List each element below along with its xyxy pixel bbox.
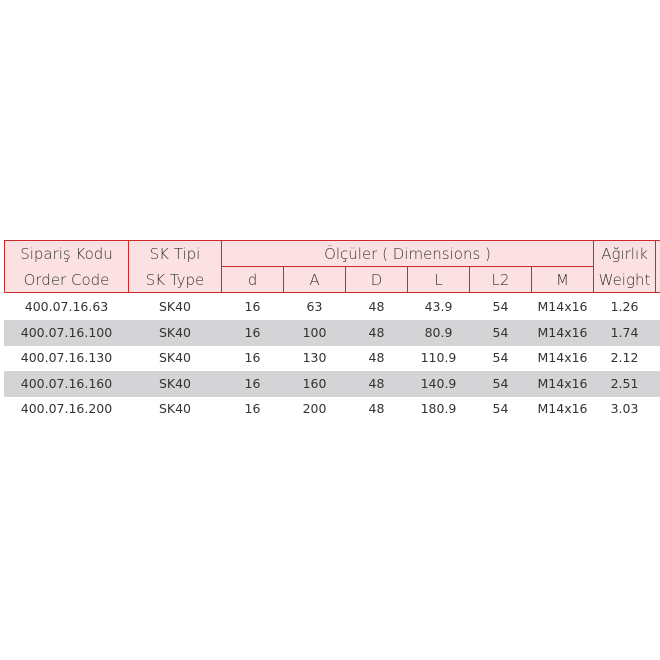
header-order-code-en: Order Code [23, 270, 110, 289]
header-dim-d-upper [345, 266, 408, 293]
cell-order-code: 400.07.16.200 [20, 401, 113, 416]
table-row [4, 371, 660, 397]
cell-l: 110.9 [420, 350, 457, 365]
header-sk-type-tr: SK Tipi [149, 244, 201, 263]
header-dim-l-label: L [434, 270, 443, 289]
cell-l2: 54 [492, 376, 509, 391]
cell-weight: 1.74 [610, 325, 639, 340]
header-dim-d-upper-label: D [370, 270, 383, 289]
cell-d: 16 [244, 299, 261, 314]
cell-l2: 54 [492, 350, 509, 365]
header-edge-cell [655, 240, 660, 293]
cell-d-upper: 48 [368, 376, 385, 391]
header-dim-m-label: M [556, 270, 569, 289]
cell-a: 100 [302, 325, 327, 340]
cell-d: 16 [244, 325, 261, 340]
header-sk-type [128, 240, 222, 293]
cell-weight: 3.03 [610, 401, 639, 416]
cell-d: 16 [244, 376, 261, 391]
header-dim-a-label: A [309, 270, 320, 289]
table-header [4, 240, 660, 293]
cell-d-upper: 48 [368, 350, 385, 365]
header-dim-d-label: d [247, 270, 258, 289]
cell-l2: 54 [492, 325, 509, 340]
cell-order-code: 400.07.16.100 [20, 325, 113, 340]
cell-l2: 54 [492, 299, 509, 314]
cell-a: 130 [302, 350, 327, 365]
cell-d-upper: 48 [368, 401, 385, 416]
cell-d-upper: 48 [368, 299, 385, 314]
cell-sk-type: SK40 [158, 350, 192, 365]
cell-weight: 2.51 [610, 376, 639, 391]
header-dim-l2 [469, 266, 532, 293]
header-weight [593, 240, 656, 293]
header-sk-type-en: SK Type [145, 270, 205, 289]
cell-m: M14x16 [537, 299, 588, 314]
cell-l: 140.9 [420, 376, 457, 391]
cell-sk-type: SK40 [158, 299, 192, 314]
table-row [4, 345, 660, 371]
cell-order-code: 400.07.16.63 [24, 299, 109, 314]
header-weight-en: Weight [598, 270, 651, 289]
cell-weight: 1.26 [610, 299, 639, 314]
cell-sk-type: SK40 [158, 376, 192, 391]
header-dimensions [221, 240, 594, 267]
cell-m: M14x16 [537, 401, 588, 416]
header-weight-tr: Ağırlık [601, 244, 648, 263]
cell-a: 63 [306, 299, 323, 314]
header-dim-l2-label: L2 [491, 270, 510, 289]
cell-a: 160 [302, 376, 327, 391]
table-row [4, 294, 660, 320]
cell-d-upper: 48 [368, 325, 385, 340]
cell-m: M14x16 [537, 376, 588, 391]
cell-d: 16 [244, 401, 261, 416]
header-dimensions-label: Ölçüler ( Dimensions ) [324, 244, 491, 263]
cell-m: M14x16 [537, 325, 588, 340]
cell-sk-type: SK40 [158, 401, 192, 416]
cell-l: 80.9 [424, 325, 453, 340]
cell-m: M14x16 [537, 350, 588, 365]
header-dim-m [531, 266, 594, 293]
cell-d: 16 [244, 350, 261, 365]
cell-order-code: 400.07.16.160 [20, 376, 113, 391]
cell-l: 43.9 [424, 299, 453, 314]
table-row [4, 320, 660, 346]
table-row [4, 396, 660, 422]
header-dim-l [407, 266, 470, 293]
cell-l: 180.9 [420, 401, 457, 416]
header-order-code-tr: Sipariş Kodu [20, 244, 113, 263]
cell-l2: 54 [492, 401, 509, 416]
cell-a: 200 [302, 401, 327, 416]
header-dim-d [221, 266, 284, 293]
cell-weight: 2.12 [610, 350, 639, 365]
header-order-code [4, 240, 129, 293]
header-dim-a [283, 266, 346, 293]
cell-order-code: 400.07.16.130 [20, 350, 113, 365]
cell-sk-type: SK40 [158, 325, 192, 340]
